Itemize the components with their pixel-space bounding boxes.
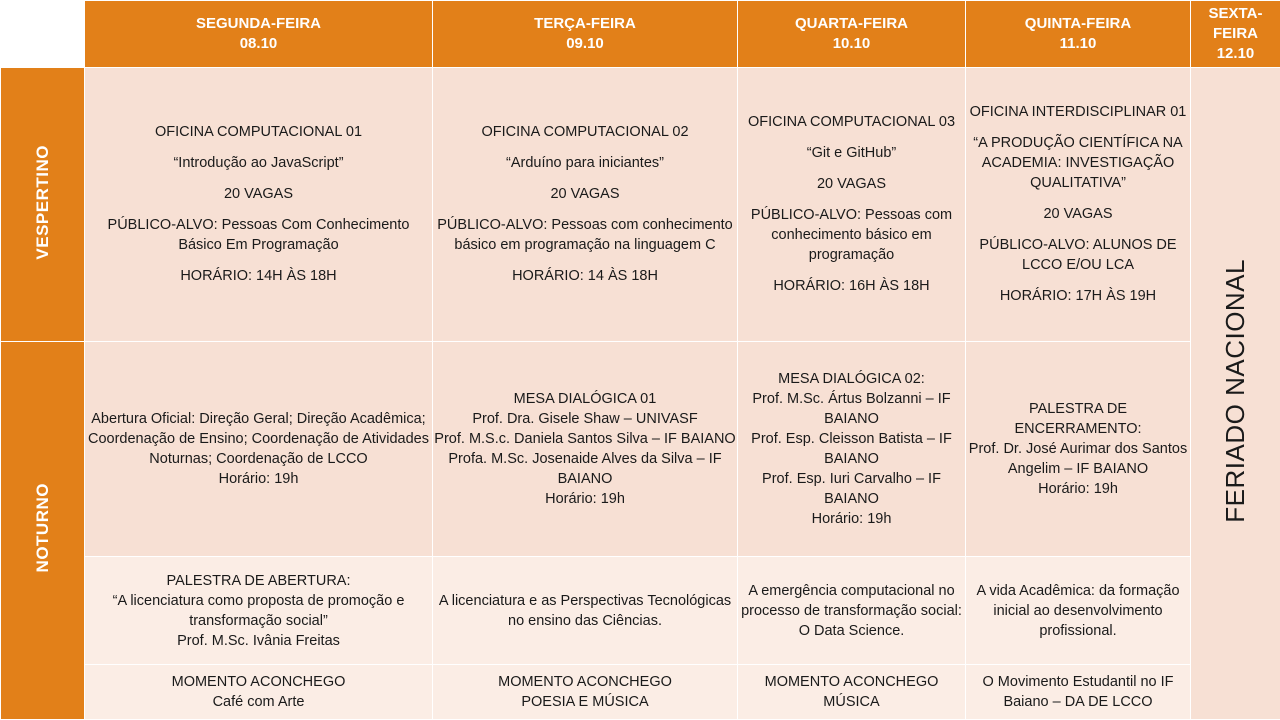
cell-afternoon-tuesday bbox=[433, 68, 738, 342]
day-date: 11.10 bbox=[1059, 35, 1097, 52]
workshop-audience: PÚBLICO-ALVO: Pessoas com conhecimento básico em programação bbox=[750, 207, 953, 264]
workshop-subtitle: “Arduíno para iniciantes” bbox=[506, 155, 664, 172]
event-title: MESA DIALÓGICA 02: bbox=[778, 370, 925, 387]
event-subtitle: MÚSICA bbox=[823, 694, 880, 711]
event-title: MESA DIALÓGICA 01 bbox=[513, 390, 657, 407]
event-speaker: Prof. M.Sc. Ivânia Freitas bbox=[177, 632, 340, 649]
workshop-subtitle: “A PRODUÇÃO CIENTÍFICA NA ACADEMIA: INVESTIGAÇÃO QUALITATIVA” bbox=[973, 135, 1183, 192]
cell-evening2-monday bbox=[85, 556, 433, 664]
corner-cell bbox=[1, 1, 85, 68]
workshop-subtitle: “Git e GitHub” bbox=[806, 145, 897, 162]
cell-afternoon-wednesday bbox=[738, 68, 966, 342]
event-time: Horário: 19h bbox=[1038, 480, 1118, 497]
row-evening-3 bbox=[1, 665, 1280, 720]
cell-evening1-thursday bbox=[966, 341, 1191, 556]
event-title: A emergência computacional no processo de transformação social: O Data Science. bbox=[741, 582, 962, 639]
day-name: TERÇA-FEIRA bbox=[534, 14, 636, 32]
day-name: SEXTA-FEIRA bbox=[1208, 4, 1263, 42]
row-evening-2 bbox=[1, 556, 1280, 664]
cell-evening3-wednesday bbox=[738, 665, 966, 720]
workshop-slots: 20 VAGAS bbox=[550, 186, 620, 203]
workshop-audience: PÚBLICO-ALVO: Pessoas com conhecimento básico em programação na linguagem C bbox=[437, 217, 733, 254]
row-evening-1 bbox=[1, 341, 1280, 556]
event-time: Horário: 19h bbox=[218, 470, 299, 487]
cell-evening3-thursday bbox=[966, 665, 1191, 720]
day-date: 12.10 bbox=[1216, 45, 1255, 63]
cell-afternoon-monday bbox=[85, 68, 433, 342]
cell-friday-holiday bbox=[1191, 68, 1280, 720]
cell-evening2-thursday bbox=[966, 556, 1191, 664]
workshop-title: OFICINA COMPUTACIONAL 01 bbox=[154, 124, 363, 141]
workshop-slots: 20 VAGAS bbox=[223, 186, 294, 203]
event-subtitle: POESIA E MÚSICA bbox=[521, 694, 649, 711]
workshop-title: OFICINA COMPUTACIONAL 02 bbox=[481, 124, 689, 141]
cell-evening1-wednesday bbox=[738, 341, 966, 556]
event-title: MOMENTO ACONCHEGO bbox=[171, 674, 346, 691]
event-title: PALESTRA DE ABERTURA: bbox=[166, 572, 351, 589]
workshop-time: HORÁRIO: 17H ÀS 19H bbox=[999, 288, 1157, 305]
event-title: MOMENTO ACONCHEGO bbox=[764, 674, 939, 691]
workshop-time: HORÁRIO: 16H ÀS 18H bbox=[773, 278, 930, 295]
cell-evening2-wednesday bbox=[738, 556, 966, 664]
cell-afternoon-thursday bbox=[966, 68, 1191, 342]
event-subtitle: Café com Arte bbox=[212, 694, 305, 711]
event-speaker: Prof. Esp. Cleisson Batista – IF BAIANO bbox=[751, 430, 952, 467]
event-speaker: Prof. Esp. Iuri Carvalho – IF BAIANO bbox=[762, 470, 941, 507]
column-header-wednesday bbox=[738, 1, 966, 68]
event-title: A vida Acadêmica: da formação inicial ao desenvolvimento profissional. bbox=[976, 582, 1180, 639]
event-speaker: Prof. M.Sc. Ártus Bolzanni – IF BAIANO bbox=[752, 390, 951, 427]
period-label-noturno bbox=[1, 341, 85, 719]
workshop-slots: 20 VAGAS bbox=[1043, 206, 1113, 223]
period-label-text: VESPERTINO bbox=[32, 144, 52, 260]
period-label-vespertino bbox=[1, 68, 85, 342]
event-time: Horário: 19h bbox=[545, 490, 625, 507]
column-header-thursday bbox=[966, 1, 1191, 68]
day-name: QUARTA-FEIRA bbox=[794, 14, 909, 32]
day-name: SEGUNDA-FEIRA bbox=[195, 14, 321, 32]
column-header-tuesday bbox=[433, 1, 738, 68]
cell-evening2-tuesday bbox=[433, 556, 738, 664]
day-date: 09.10 bbox=[566, 35, 604, 52]
event-title: MOMENTO ACONCHEGO bbox=[498, 674, 672, 691]
cell-evening1-tuesday bbox=[433, 341, 738, 556]
workshop-time: HORÁRIO: 14H ÀS 18H bbox=[180, 268, 337, 285]
event-title: O Movimento Estudantil no IF Baiano – DA DE LCCO bbox=[982, 674, 1174, 711]
workshop-title: OFICINA COMPUTACIONAL 03 bbox=[747, 114, 956, 131]
event-subtitle: “A licenciatura como proposta de promoção e transformação social” bbox=[112, 592, 405, 629]
workshop-slots: 20 VAGAS bbox=[816, 176, 887, 193]
event-speaker: Prof. Dra. Gisele Shaw – UNIVASF bbox=[472, 410, 698, 427]
workshop-subtitle: “Introdução ao JavaScript” bbox=[173, 155, 344, 172]
event-description: Abertura Oficial: Direção Geral; Direção Acadêmica; Coordenação de Ensino; Coordenação de Atividades Noturnas; Coordenação de LCCO bbox=[88, 410, 429, 467]
event-title: A licenciatura e as Perspectivas Tecnológicas no ensino das Ciências. bbox=[438, 592, 732, 629]
day-name: QUINTA-FEIRA bbox=[1024, 14, 1132, 32]
holiday-label: FERIADO NACIONAL bbox=[1220, 259, 1250, 523]
workshop-audience: PÚBLICO-ALVO: ALUNOS DE LCCO E/OU LCA bbox=[979, 237, 1177, 274]
workshop-title: OFICINA INTERDISCIPLINAR 01 bbox=[969, 104, 1187, 121]
cell-evening3-tuesday bbox=[433, 665, 738, 720]
event-time: Horário: 19h bbox=[811, 510, 892, 527]
event-speaker: Prof. Dr. José Aurimar dos Santos Angelim – IF BAIANO bbox=[968, 440, 1188, 477]
row-afternoon bbox=[1, 68, 1280, 342]
table-header-row bbox=[1, 1, 1280, 68]
workshop-time: HORÁRIO: 14 ÀS 18H bbox=[512, 268, 658, 285]
day-date: 10.10 bbox=[832, 35, 871, 52]
event-title: PALESTRA DE ENCERRAMENTO: bbox=[1014, 400, 1142, 437]
event-speaker: Prof. M.S.c. Daniela Santos Silva – IF BAIANO bbox=[434, 430, 736, 447]
period-label-text: NOTURNO bbox=[32, 483, 52, 573]
cell-evening3-monday bbox=[85, 665, 433, 720]
event-speaker: Profa. M.Sc. Josenaide Alves da Silva – IF BAIANO bbox=[448, 450, 722, 487]
column-header-monday bbox=[85, 1, 433, 68]
cell-evening1-monday bbox=[85, 341, 433, 556]
column-header-friday bbox=[1191, 1, 1280, 68]
day-date: 08.10 bbox=[239, 35, 278, 52]
workshop-audience: PÚBLICO-ALVO: Pessoas Com Conhecimento Básico Em Programação bbox=[107, 217, 410, 254]
